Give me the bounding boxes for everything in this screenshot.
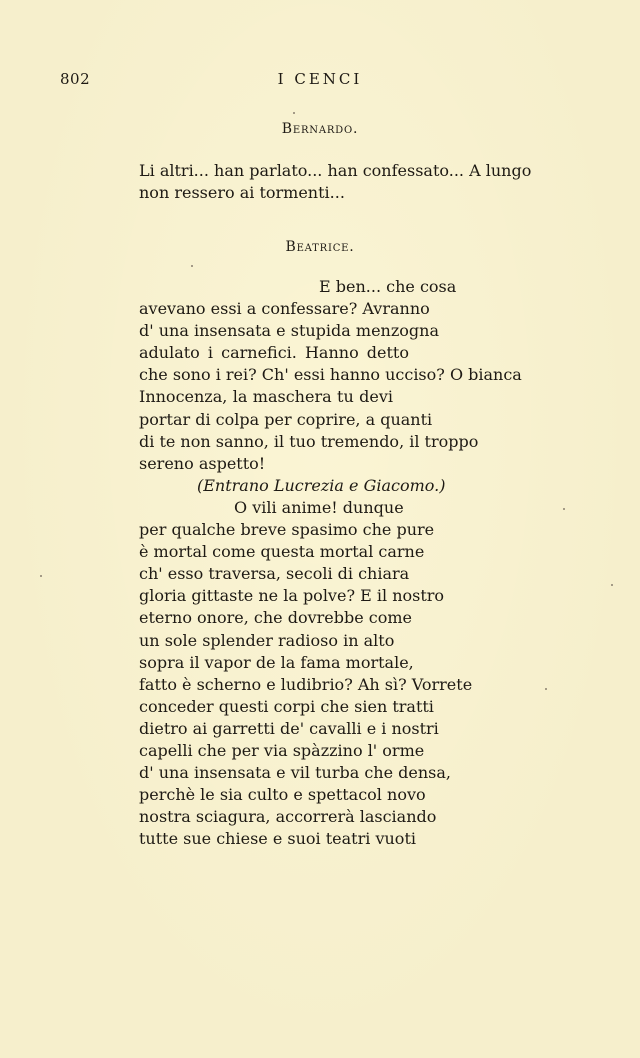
verse-line: tutte sue chiese e suoi teatri vuoti — [139, 829, 416, 849]
verse-line: di te non sanno, il tuo tremendo, il troppo — [139, 431, 479, 451]
verse-line: capelli che per via spàzzino l' orme — [139, 740, 425, 760]
running-title: I CENCI — [277, 70, 363, 88]
verse-line: fatto è scherno e ludibrio? Ah sì? Vorrete — [139, 674, 473, 694]
speaker-beatrice: Beatrice. — [285, 239, 355, 255]
verse-line: ch' esso traversa, secoli di chiara — [139, 564, 410, 584]
verse-line: Innocenza, la maschera tu devi — [139, 387, 393, 407]
paper-speck — [293, 112, 295, 114]
verse-line: non ressero ai tormenti... — [139, 183, 345, 202]
speech-bernardo — [139, 160, 532, 204]
verse-line: che sono i rei? Ch' essi hanno ucciso? O bianca — [139, 365, 522, 385]
verse-line: Li altri... han parlato... han confessato... A lungo — [139, 161, 532, 180]
verse-line: sereno aspetto! — [139, 453, 266, 473]
verse-line: adulato i carnefici. Hanno detto — [139, 343, 409, 363]
speech-beatrice — [139, 276, 522, 850]
verse-line: dietro ai garretti de' cavalli e i nostri — [139, 718, 439, 738]
verse-line: eterno onore, che dovrebbe come — [139, 608, 413, 628]
stage-direction: (Entrano Lucrezia e Giacomo.) — [197, 475, 446, 495]
verse-line: per qualche breve spasimo che pure — [139, 520, 435, 540]
verse-line: O vili anime! dunque — [234, 497, 404, 517]
paper-speck — [191, 265, 193, 267]
verse-line: nostra sciagura, accorrerà lasciando — [139, 807, 437, 827]
verse-line: è mortal come questa mortal carne — [139, 542, 425, 562]
verse-line: d' una insensata e vil turba che densa, — [139, 763, 452, 783]
verse-line: E ben... che cosa — [319, 277, 457, 296]
speaker-bernardo: Bernardo. — [281, 121, 359, 137]
verse-line: gloria gittaste ne la polve? E il nostro — [139, 586, 445, 606]
paper-speck — [545, 688, 547, 690]
paper-speck — [611, 584, 613, 586]
paper-speck — [40, 575, 42, 577]
paper-speck — [563, 508, 565, 510]
verse-line: d' una insensata e stupida menzogna — [139, 321, 439, 341]
page-number: 802 — [60, 70, 91, 88]
verse-line: un sole splender radioso in alto — [139, 630, 395, 650]
verse-line: avevano essi a confessare? Avranno — [139, 299, 430, 319]
verse-line: portar di colpa per coprire, a quanti — [139, 409, 433, 429]
verse-line: sopra il vapor de la fama mortale, — [139, 652, 414, 672]
verse-line: conceder questi corpi che sien tratti — [139, 696, 434, 716]
verse-line: perchè le sia culto e spettacol novo — [139, 785, 426, 805]
